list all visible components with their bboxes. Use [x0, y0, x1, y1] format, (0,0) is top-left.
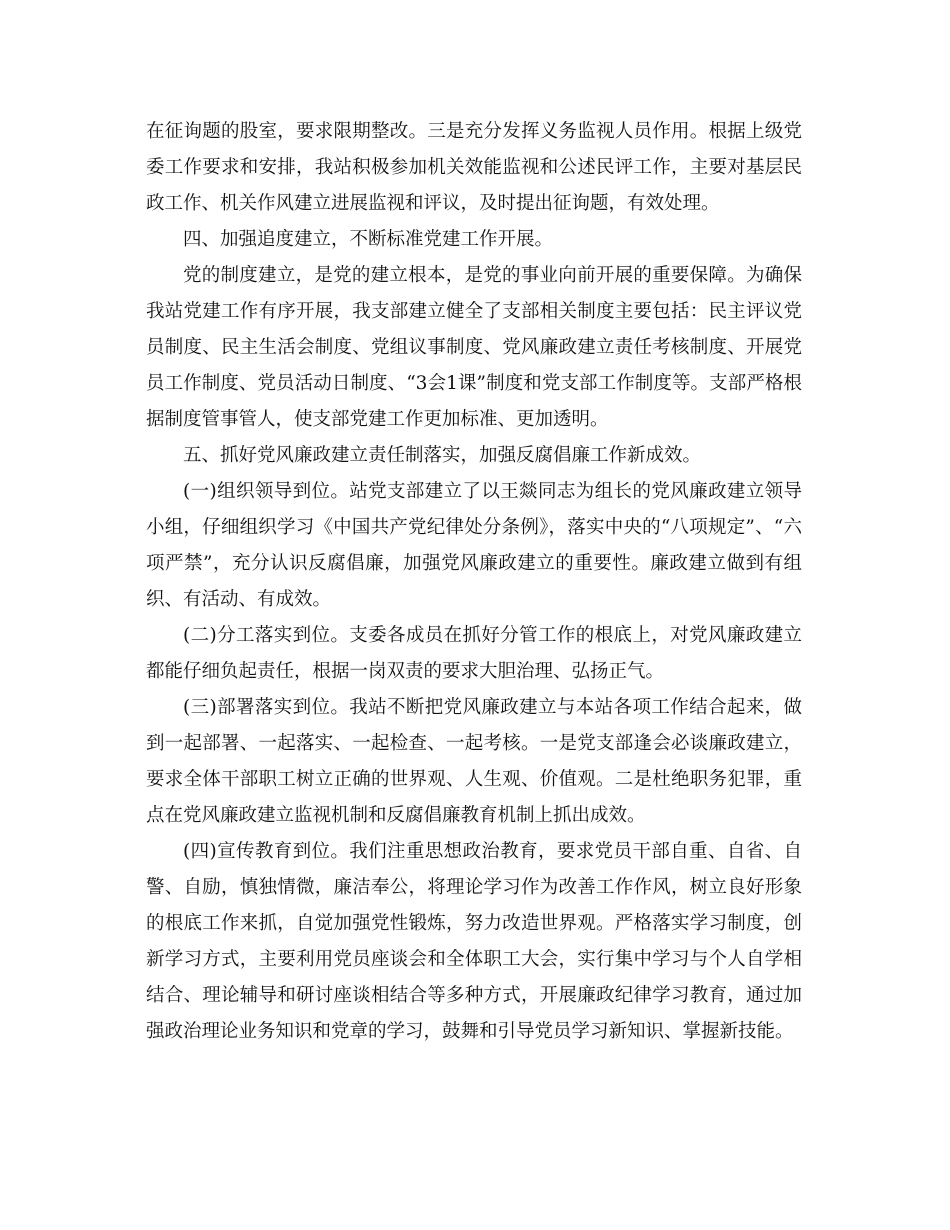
paragraph-system-building: 党的制度建立，是党的建立根本，是党的事业向前开展的重要保障。为确保我站党建工作有序开展，我支部建立健全了支部相关制度主要包括：民主评议党员制度、民主生活会制度、党组议事制度、党风廉政建立责任考核制度、开展党员工作制度、党员活动日制度、“3会1课”制度和党支部工作制度等。支部严格根据制度管事管人，使支部党建工作更加标准、更加透明。 [146, 265, 802, 430]
paragraph-deployment: (三)部署落实到位。我站不断把党风廉政建立与本站各项工作结合起来，做到一起部署、一起落实、一起检查、一起考核。一是党支部逢会必谈廉政建立，要求全体干部职工树立正确的世界观、人生观、价值观。二是杜绝职务犯罪，重点在党风廉政建立监视机制和反腐倡廉教育机制上抓出成效。 [146, 697, 802, 826]
paragraph-division-of-labor: (二)分工落实到位。支委各成员在抓好分管工作的根底上，对党风廉政建立都能仔细负起责任，根据一岗双责的要求大胆治理、弘扬正气。 [146, 625, 802, 682]
paragraph-continuation: 在征询题的股室，要求限期整改。三是充分发挥义务监视人员作用。根据上级党委工作要求和安排，我站积极参加机关效能监视和公述民评工作，主要对基层民政工作、机关作风建立进展监视和评议，及时提出征询题，有效处理。 [146, 121, 802, 214]
section-heading-5: 五、抓好党风廉政建立责任制落实，加强反腐倡廉工作新成效。 [183, 445, 702, 466]
paragraph-publicity-education: (四)宣传教育到位。我们注重思想政治教育，要求党员干部自重、自省、自警、自励，慎独情微，廉洁奉公，将理论学习作为改善工作作风，树立良好形象的根底工作来抓，自觉加强党性锻炼，努力改造世界观。严格落实学习制度，创新学习方式，主要利用党员座谈会和全体职工大会，实行集中学习与个人自学相结合、理论辅导和研讨座谈相结合等多种方式，开展廉政纪律学习教育，通过加强政治理论业务知识和党章的学习，鼓舞和引导党员学习新知识、掌握新技能。 [146, 841, 802, 1042]
document-body [146, 114, 802, 1050]
paragraph-organization-leadership: (一)组织领导到位。站党支部建立了以王燚同志为组长的党风廉政建立领导小组，仔细组织学习《中国共产党纪律处分条例》，落实中央的“八项规定”、“六项严禁”，充分认识反腐倡廉，加强党风廉政建立的重要性。廉政建立做到有组织、有活动、有成效。 [146, 481, 802, 610]
section-heading-4: 四、加强追度建立，不断标准党建工作开展。 [183, 229, 554, 250]
